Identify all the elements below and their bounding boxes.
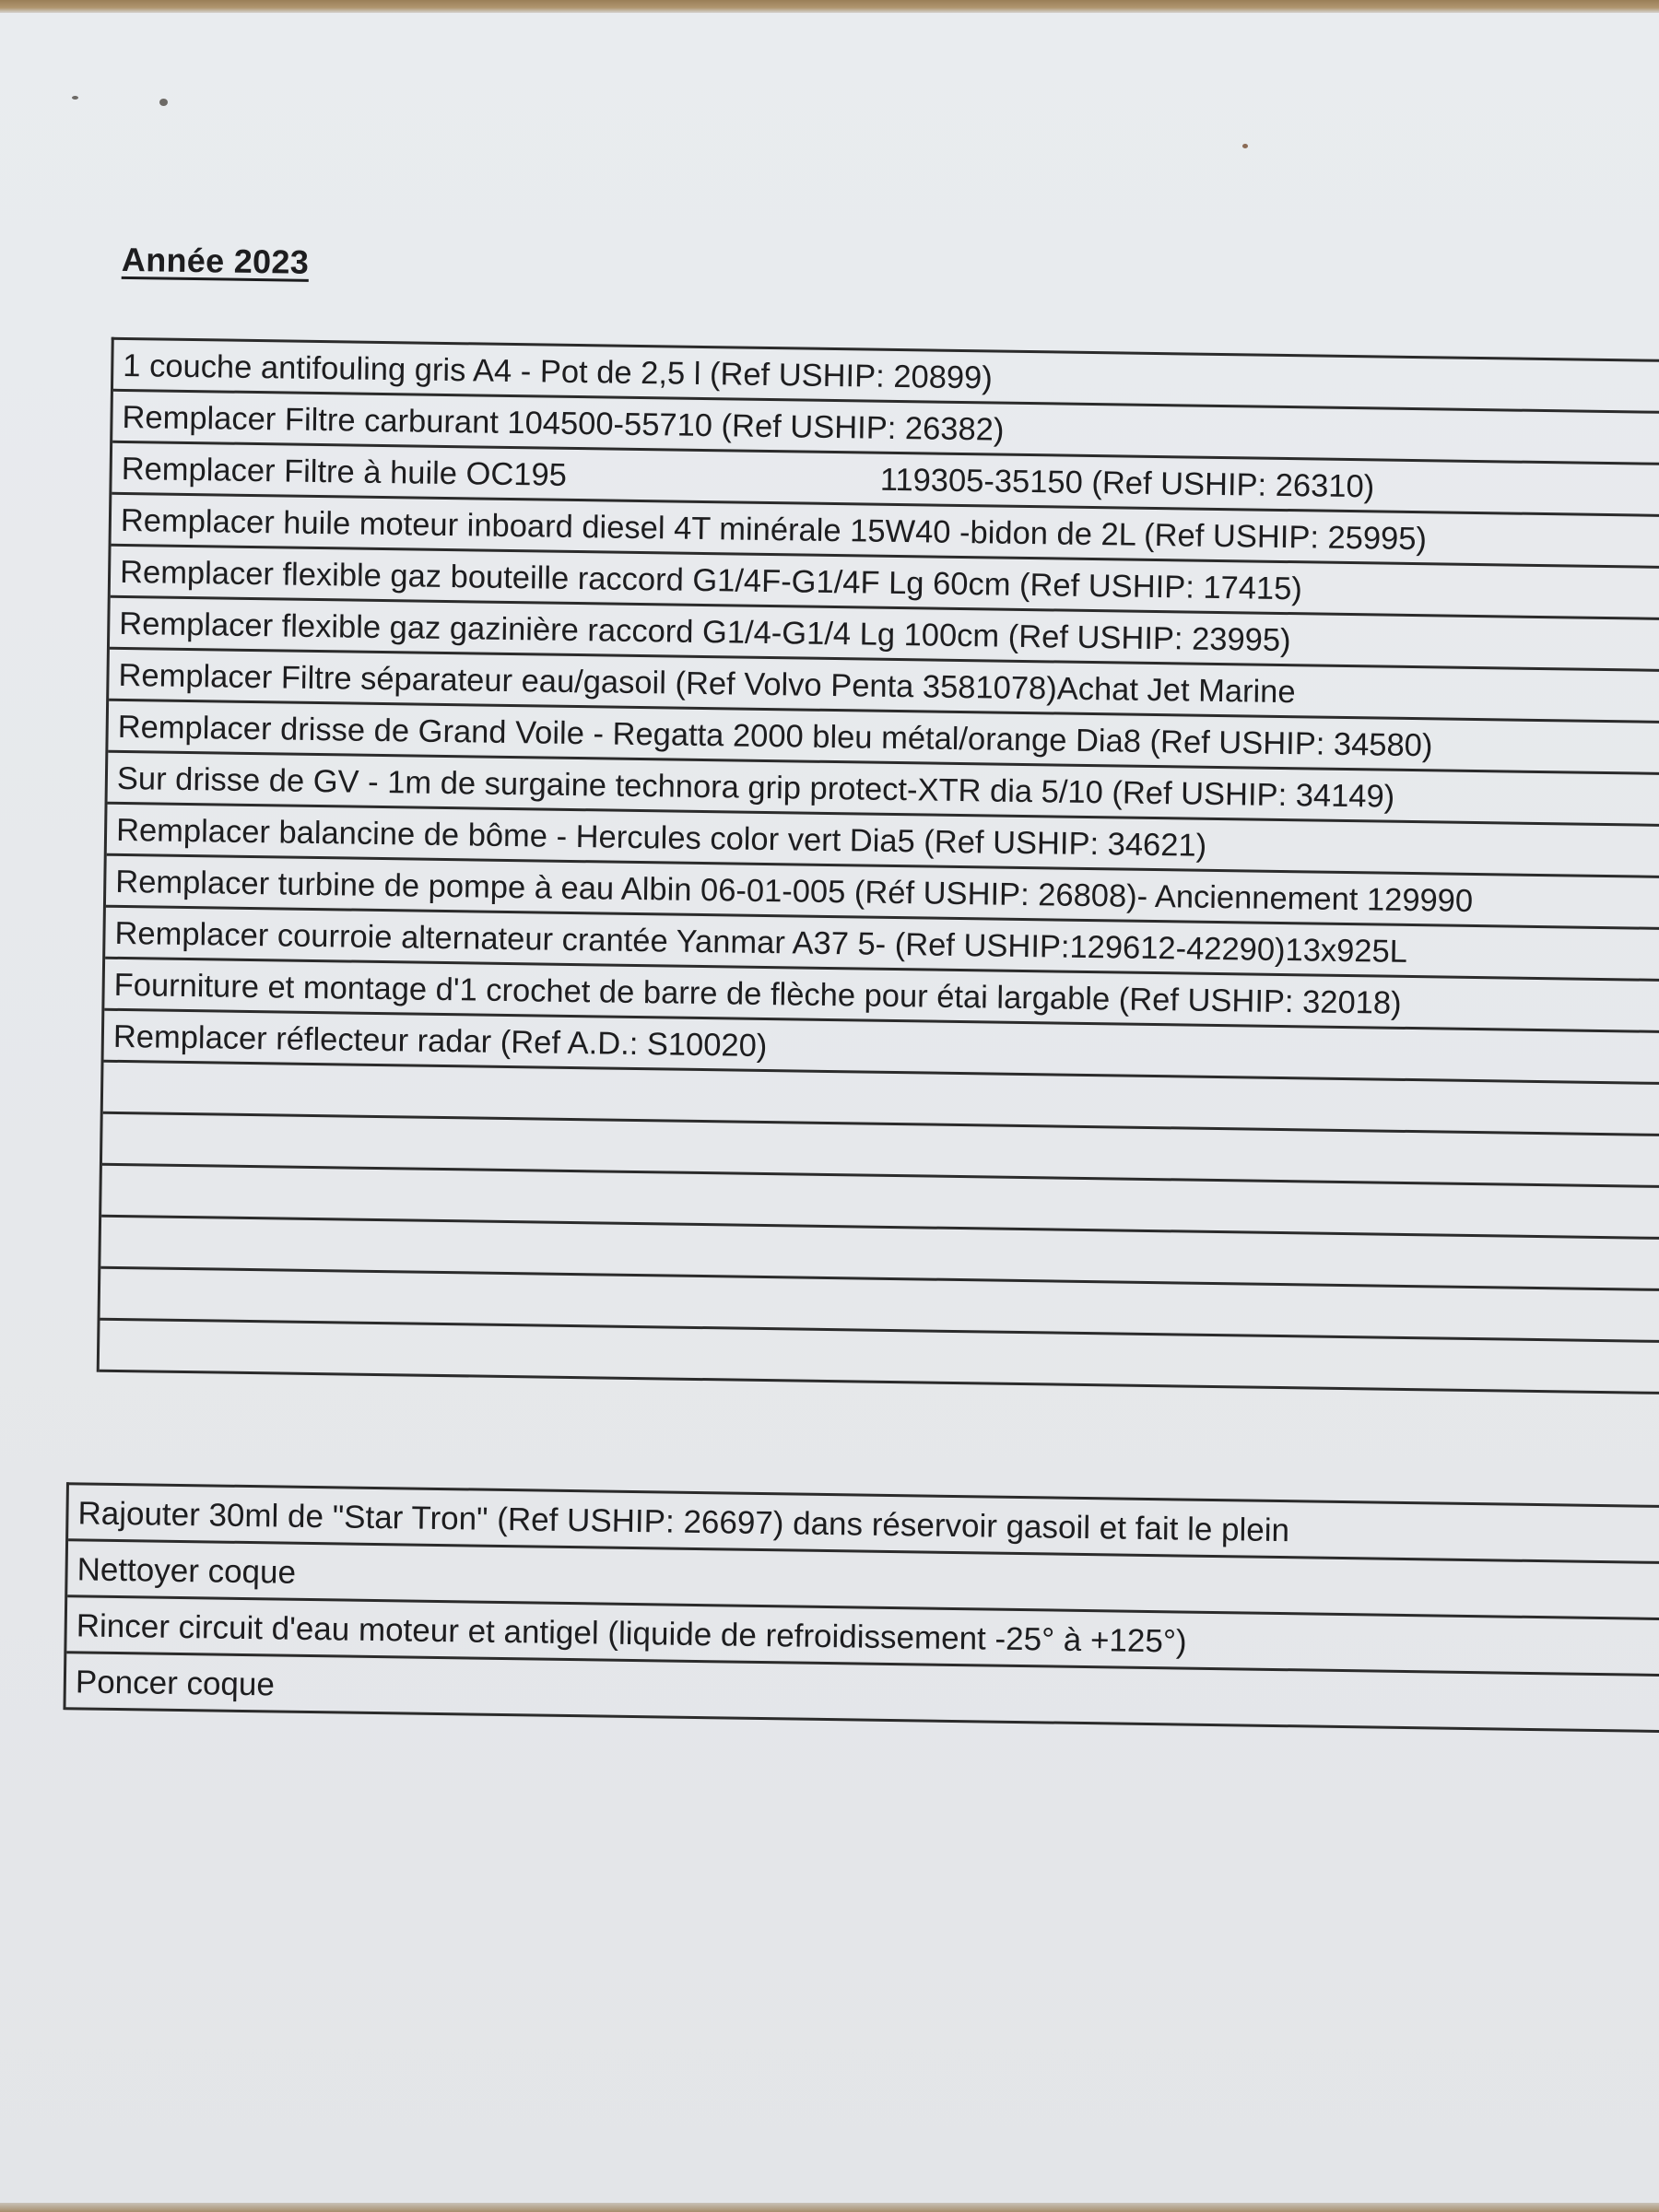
row-text: Rincer circuit d'eau moteur et antigel (liquide de refroidissement -25° à +125°) — [76, 1607, 1187, 1660]
row-text: Remplacer courroie alternateur crantée Yanmar A37 5- (Ref USHIP:129612-42290)13x925L — [114, 915, 1408, 970]
row-text: Remplacer Filtre carburant 104500-55710 (Ref USHIP: 26382) — [122, 399, 1005, 448]
row-text: Remplacer huile moteur inboard diesel 4T minérale 15W40 -bidon de 2L (Ref USHIP: 25995) — [120, 502, 1428, 558]
row-text: Remplacer flexible gaz bouteille raccord G1/4F-G1/4F Lg 60cm (Ref USHIP: 17415) — [119, 554, 1303, 607]
row-text: Fourniture et montage d'1 crochet de barre de flèche pour étai largable (Ref USHIP: 32018) — [113, 967, 1402, 1021]
row-text: Poncer coque — [75, 1664, 276, 1703]
row-text: Sur drisse de GV - 1m de surgaine technora grip protect-XTR dia 5/10 (Ref USHIP: 34149) — [116, 760, 1395, 815]
page-title: Année 2023 — [121, 240, 310, 281]
row-text: Nettoyer coque — [76, 1551, 297, 1591]
row-text: Remplacer drisse de Grand Voile - Regatta 2000 bleu métal/orange Dia8 (Ref USHIP: 34580) — [117, 709, 1433, 764]
row-text: Remplacer balancine de bôme - Hercules color vert Dia5 (Ref USHIP: 34621) — [115, 812, 1207, 864]
maintenance-table — [97, 337, 1659, 1395]
row-text: Remplacer Filtre séparateur eau/gasoil (Ref Volvo Penta 3581078)Achat Jet Marine — [118, 657, 1296, 711]
row-gap — [567, 486, 880, 490]
row-text: Remplacer flexible gaz gazinière raccord G1/4-G1/4 Lg 100cm (Ref USHIP: 23995) — [119, 606, 1291, 659]
row-text: Remplacer turbine de pompe à eau Albin 06-01-005 (Réf USHIP: 26808)- Anciennement 129990 — [115, 864, 1474, 919]
row-text: Rajouter 30ml de "Star Tron" (Ref USHIP: 26697) dans réservoir gasoil et fait le plein — [77, 1495, 1290, 1549]
other-tasks-table — [63, 1482, 1659, 1733]
row-text-reference: 119305-35150 (Ref USHIP: 26310) — [879, 462, 1375, 505]
row-text: Remplacer réflecteur radar (Ref A.D.: S10020) — [112, 1018, 768, 1065]
row-text: Remplacer Filtre à huile OC195 — [121, 451, 568, 493]
row-text: 1 couche antifouling gris A4 - Pot de 2,5 l (Ref USHIP: 20899) — [123, 347, 994, 396]
